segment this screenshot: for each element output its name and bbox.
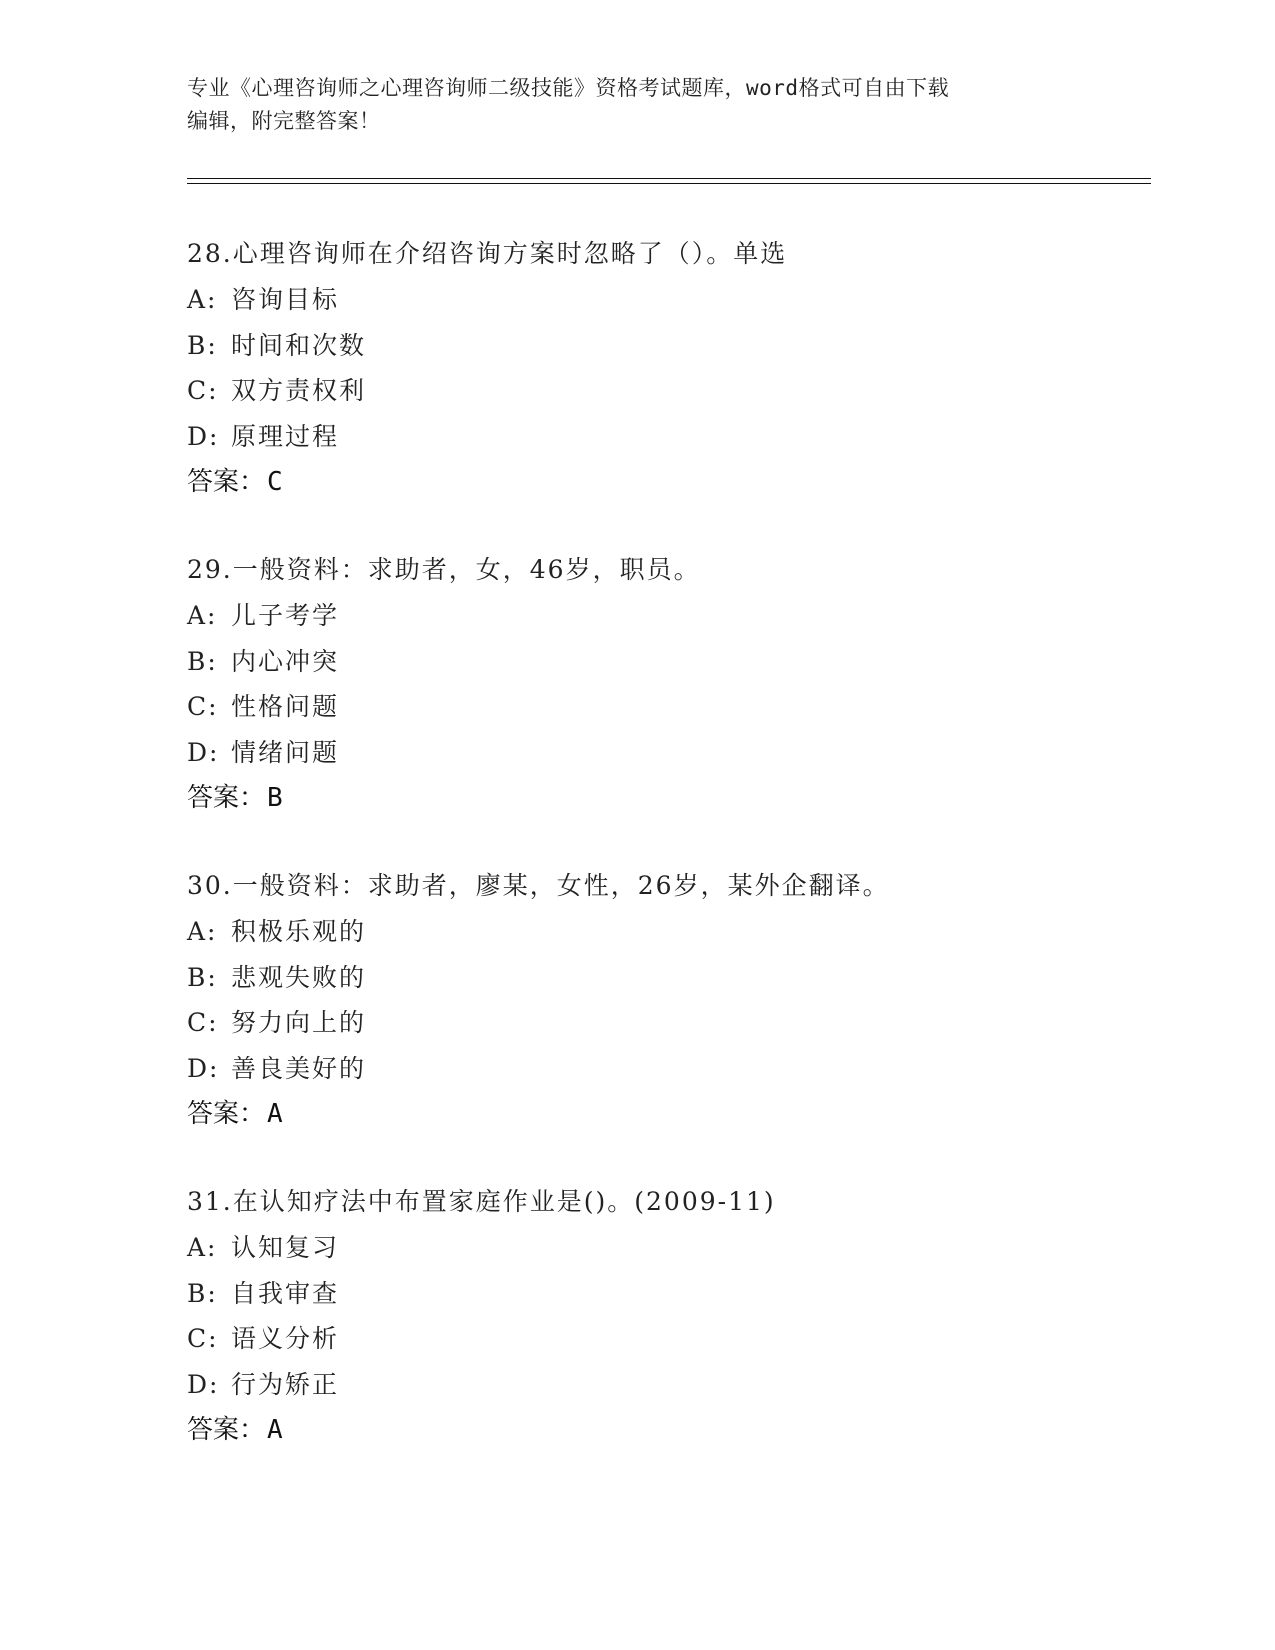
option-letter: A: [187,1233,218,1262]
document-header [187,72,1087,138]
option-text: 善良美好的 [231,1053,367,1083]
option-text: 儿子考学 [231,601,340,630]
header-divider-bottom [187,183,1151,184]
option-d [187,730,1147,776]
option-b [187,955,1147,1001]
option-text: 行为矫正 [231,1369,340,1399]
header-line-2: 编辑，附完整答案！ [187,109,381,133]
question-block-30 [187,863,1147,1137]
answer-value: A [267,1099,283,1129]
option-b [187,1271,1147,1317]
option-d [187,1362,1147,1408]
option-text: 努力向上的 [231,1008,367,1037]
option-letter: B: [187,330,218,360]
option-letter: C: [187,692,219,721]
answer-line [187,775,1147,821]
question-block-28 [187,231,1147,505]
option-b [187,639,1147,685]
option-text: 双方责权利 [231,376,367,405]
header-divider-top [187,178,1151,179]
option-text: 性格问题 [231,692,340,721]
option-b [187,323,1147,369]
option-c [187,1316,1147,1362]
option-a [187,277,1147,323]
answer-label: 答案： [187,467,266,497]
question-block-29 [187,547,1147,821]
option-letter: C: [187,1324,219,1353]
answer-label: 答案： [187,783,266,813]
option-a [187,593,1147,639]
option-letter: A: [187,917,218,946]
option-text: 内心冲突 [231,646,340,676]
option-letter: C: [187,376,219,405]
header-line-1: 专业《心理咨询师之心理咨询师二级技能》资格考试题库，word格式可自由下载 [187,76,950,100]
answer-value: C [267,467,283,497]
question-stem: 31.在认知疗法中布置家庭作业是()。(2009-11) [187,1187,776,1216]
option-text: 时间和次数 [231,330,367,360]
option-d [187,1046,1147,1092]
option-letter: C: [187,1008,219,1037]
option-letter: D: [187,421,220,451]
option-letter: B: [187,962,218,992]
answer-label: 答案： [187,1099,266,1129]
option-a [187,909,1147,955]
answer-line [187,1091,1147,1137]
option-letter: B: [187,646,218,676]
answer-value: B [267,783,283,813]
option-text: 自我审查 [231,1278,340,1308]
option-c [187,368,1147,414]
question-stem: 28.心理咨询师在介绍咨询方案时忽略了（）。单选 [187,239,788,268]
option-text: 认知复习 [231,1233,340,1262]
option-text: 咨询目标 [231,285,340,314]
option-text: 情绪问题 [231,737,340,767]
option-letter: D: [187,1053,220,1083]
answer-value: A [267,1415,283,1445]
option-letter: A: [187,601,218,630]
option-d [187,414,1147,460]
option-text: 积极乐观的 [231,917,367,946]
answer-line [187,459,1147,505]
answer-line [187,1407,1147,1453]
option-a [187,1225,1147,1271]
question-stem: 29.一般资料：求助者，女，46岁，职员。 [187,555,701,584]
option-letter: A: [187,285,218,314]
option-c [187,1000,1147,1046]
option-text: 悲观失败的 [231,962,367,992]
option-letter: D: [187,1369,220,1399]
option-letter: B: [187,1278,218,1308]
question-stem: 30.一般资料：求助者，廖某，女性，26岁，某外企翻译。 [187,871,890,900]
option-letter: D: [187,737,220,767]
question-block-31 [187,1179,1147,1453]
option-text: 原理过程 [231,421,340,451]
option-text: 语义分析 [231,1324,340,1353]
option-c [187,684,1147,730]
answer-label: 答案： [187,1415,266,1445]
